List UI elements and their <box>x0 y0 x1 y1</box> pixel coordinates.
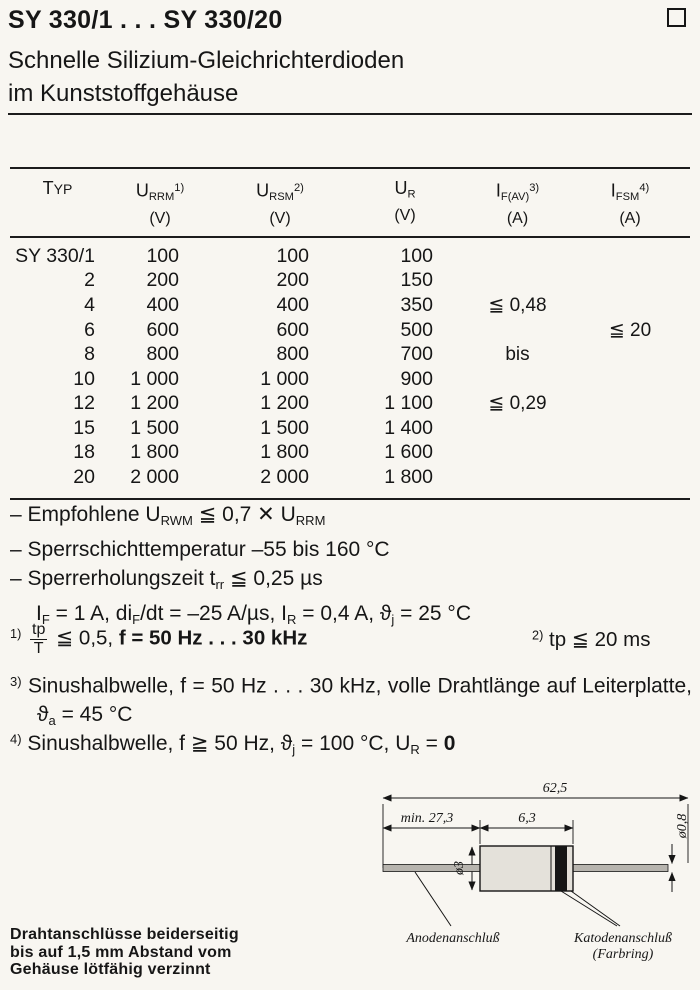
dim-body-diameter: ø3 <box>452 861 467 875</box>
table-cell: 1 000 <box>130 367 179 390</box>
table-row <box>10 391 690 416</box>
table-cell: 700 <box>400 343 433 366</box>
col-header-unit: (V) <box>149 209 171 227</box>
table-cell: 900 <box>400 367 433 390</box>
table-cell: 1 500 <box>260 416 309 439</box>
table-row <box>10 416 690 441</box>
footer-note <box>10 926 239 979</box>
footnote-1: $^{1)}$ $\frac{tp}{T}$ ≦ 0,5, f = 50 Hz . . . 30 kHz <box>10 621 308 657</box>
table-cell: 12 <box>73 392 95 415</box>
page-title: SY 330/1 . . . SY 330/20 <box>8 6 283 34</box>
table-cell: 20 <box>73 466 95 489</box>
table-row <box>10 465 690 490</box>
page-subtitle <box>8 44 404 110</box>
col-header-unit: (A) <box>506 209 529 227</box>
table-cell: 2 000 <box>260 466 309 489</box>
table-cell: 100 <box>276 244 309 267</box>
table-row <box>10 367 690 392</box>
table-cell: 1 200 <box>260 392 309 415</box>
col-header-label: $U_{RSM}^{2)}$ <box>256 180 304 203</box>
table-cell: 400 <box>276 293 309 316</box>
table-cell: 400 <box>146 293 179 316</box>
table-cell: 18 <box>73 441 95 464</box>
note-line: – Sperrerholungszeit $t_{rr}$ ≦ 0,25 µs <box>10 566 323 592</box>
terminal-labels <box>405 931 672 962</box>
footnote-4: $^{4)}$ Sinushalbwelle, f ≧ 50 Hz, $ϑ_j = 100$ °C, $U_R = 0$ <box>10 731 456 757</box>
package-drawing <box>315 768 700 983</box>
col-header-unit: (V) <box>269 209 291 227</box>
col-header-urrm <box>105 178 215 229</box>
table-row <box>10 441 690 466</box>
col-header-unit: (A) <box>619 209 641 227</box>
col-header-label: TYP <box>42 178 73 198</box>
table-cell: 1 400 <box>384 416 433 439</box>
table-cell: 1 200 <box>130 392 179 415</box>
table-cell: 1 800 <box>260 441 309 464</box>
cathode-band <box>555 846 567 891</box>
table-row <box>10 269 690 294</box>
table-cell: 800 <box>276 343 309 366</box>
table-cell: 4 <box>84 293 95 316</box>
table-cell: 600 <box>276 318 309 341</box>
table-cell: SY 330/1 <box>15 244 95 267</box>
ratings-table <box>10 167 690 500</box>
footnote-row <box>10 621 690 657</box>
table-row <box>10 318 690 343</box>
table-cell: ≦ 20 <box>608 319 652 341</box>
diode-package <box>383 846 668 891</box>
table-cell: 10 <box>73 367 95 390</box>
table-cell: 2 <box>84 269 95 292</box>
col-header-label: $U_R$ <box>394 178 416 201</box>
table-cell: 1 800 <box>384 466 433 489</box>
table-cell: bis <box>505 343 530 365</box>
table-row <box>10 342 690 367</box>
table-cell: 150 <box>400 269 433 292</box>
table-cell: 500 <box>400 318 433 341</box>
dim-wire-diameter: ø0,8 <box>675 813 690 839</box>
table-cell: 1 500 <box>130 416 179 439</box>
col-header-unit: (V) <box>394 207 416 225</box>
col-header-label: $I_{FSM}^{4)}$ <box>610 180 650 203</box>
table-cell: 6 <box>84 318 95 341</box>
table-cell: ≦ 0,48 <box>488 294 547 316</box>
table-cell: 600 <box>146 318 179 341</box>
table-cell: 1 600 <box>384 441 433 464</box>
table-cell: 800 <box>146 343 179 366</box>
dim-lead-length: min. 27,3 <box>400 811 454 826</box>
table-cell: 200 <box>146 269 179 292</box>
table-cell: 15 <box>73 416 95 439</box>
notes-list <box>10 500 692 634</box>
subtitle-divider <box>8 113 692 115</box>
table-cell: 100 <box>146 244 179 267</box>
table-row <box>10 293 690 318</box>
table-cell: ≦ 0,29 <box>488 393 547 415</box>
note-line: – Empfohlene $U_{RWM}$ ≦ 0,7 ✕ $U_{RRM}$ <box>10 503 326 528</box>
subtitle-line-1: Schnelle Silizium-Gleichrichterdioden <box>8 47 405 74</box>
dim-body-length: 6,3 <box>518 811 536 826</box>
cathode-lead <box>573 865 668 872</box>
table-cell: 200 <box>276 269 309 292</box>
cathode-label: Katodenanschluß <box>574 931 672 946</box>
table-cell: 8 <box>84 343 95 366</box>
table-cell: 100 <box>400 244 433 267</box>
table-cell: 1 800 <box>130 441 179 464</box>
corner-square-icon <box>667 8 686 27</box>
col-header-label: $I_{F(AV)}^{3)}$ <box>495 180 540 203</box>
table-cell: 1 100 <box>384 392 433 415</box>
footnote-3: $^{3)}$ Sinushalbwelle, f = 50 Hz . . . 30 kHz, volle Drahtlänge auf Leiterplatte, $ϑ_a = 45$ °C <box>10 674 692 728</box>
table-header <box>10 169 690 238</box>
col-header-ur <box>345 178 465 229</box>
table-body <box>10 238 690 500</box>
footnote-2: $^{2)}$ tp ≦ 20 ms <box>532 627 651 651</box>
note-line: $I_F = 1$ A, $di_F/dt = -25$ A/µs, $I_R = 0,4$ A, $ϑ_j = 25$ °C <box>36 601 471 627</box>
footer-line: Drahtanschlüsse beiderseitig <box>10 926 239 943</box>
footer-line: bis auf 1,5 mm Abstand vom <box>10 943 232 961</box>
table-cell: 2 000 <box>130 466 179 489</box>
anode-label: Anodenanschluß <box>406 931 500 946</box>
col-header-ifsm <box>570 178 690 229</box>
dim-total-length: 62,5 <box>542 781 568 796</box>
table-row <box>10 244 690 269</box>
col-header-typ <box>10 178 105 229</box>
col-header-label: $U_{RRM}^{1)}$ <box>135 180 185 203</box>
footer-line: Gehäuse lötfähig verzinnt <box>10 961 211 978</box>
note-line: – Sperrschichttemperatur –55 bis 160 °C <box>10 537 390 561</box>
col-header-ursm <box>215 178 345 229</box>
subtitle-line-2: im Kunststoffgehäuse <box>8 80 239 107</box>
col-header-ifav <box>465 178 570 229</box>
cathode-sublabel: (Farbring) <box>592 947 654 962</box>
table-cell: 1 000 <box>260 367 309 390</box>
table-cell: 350 <box>400 293 433 316</box>
